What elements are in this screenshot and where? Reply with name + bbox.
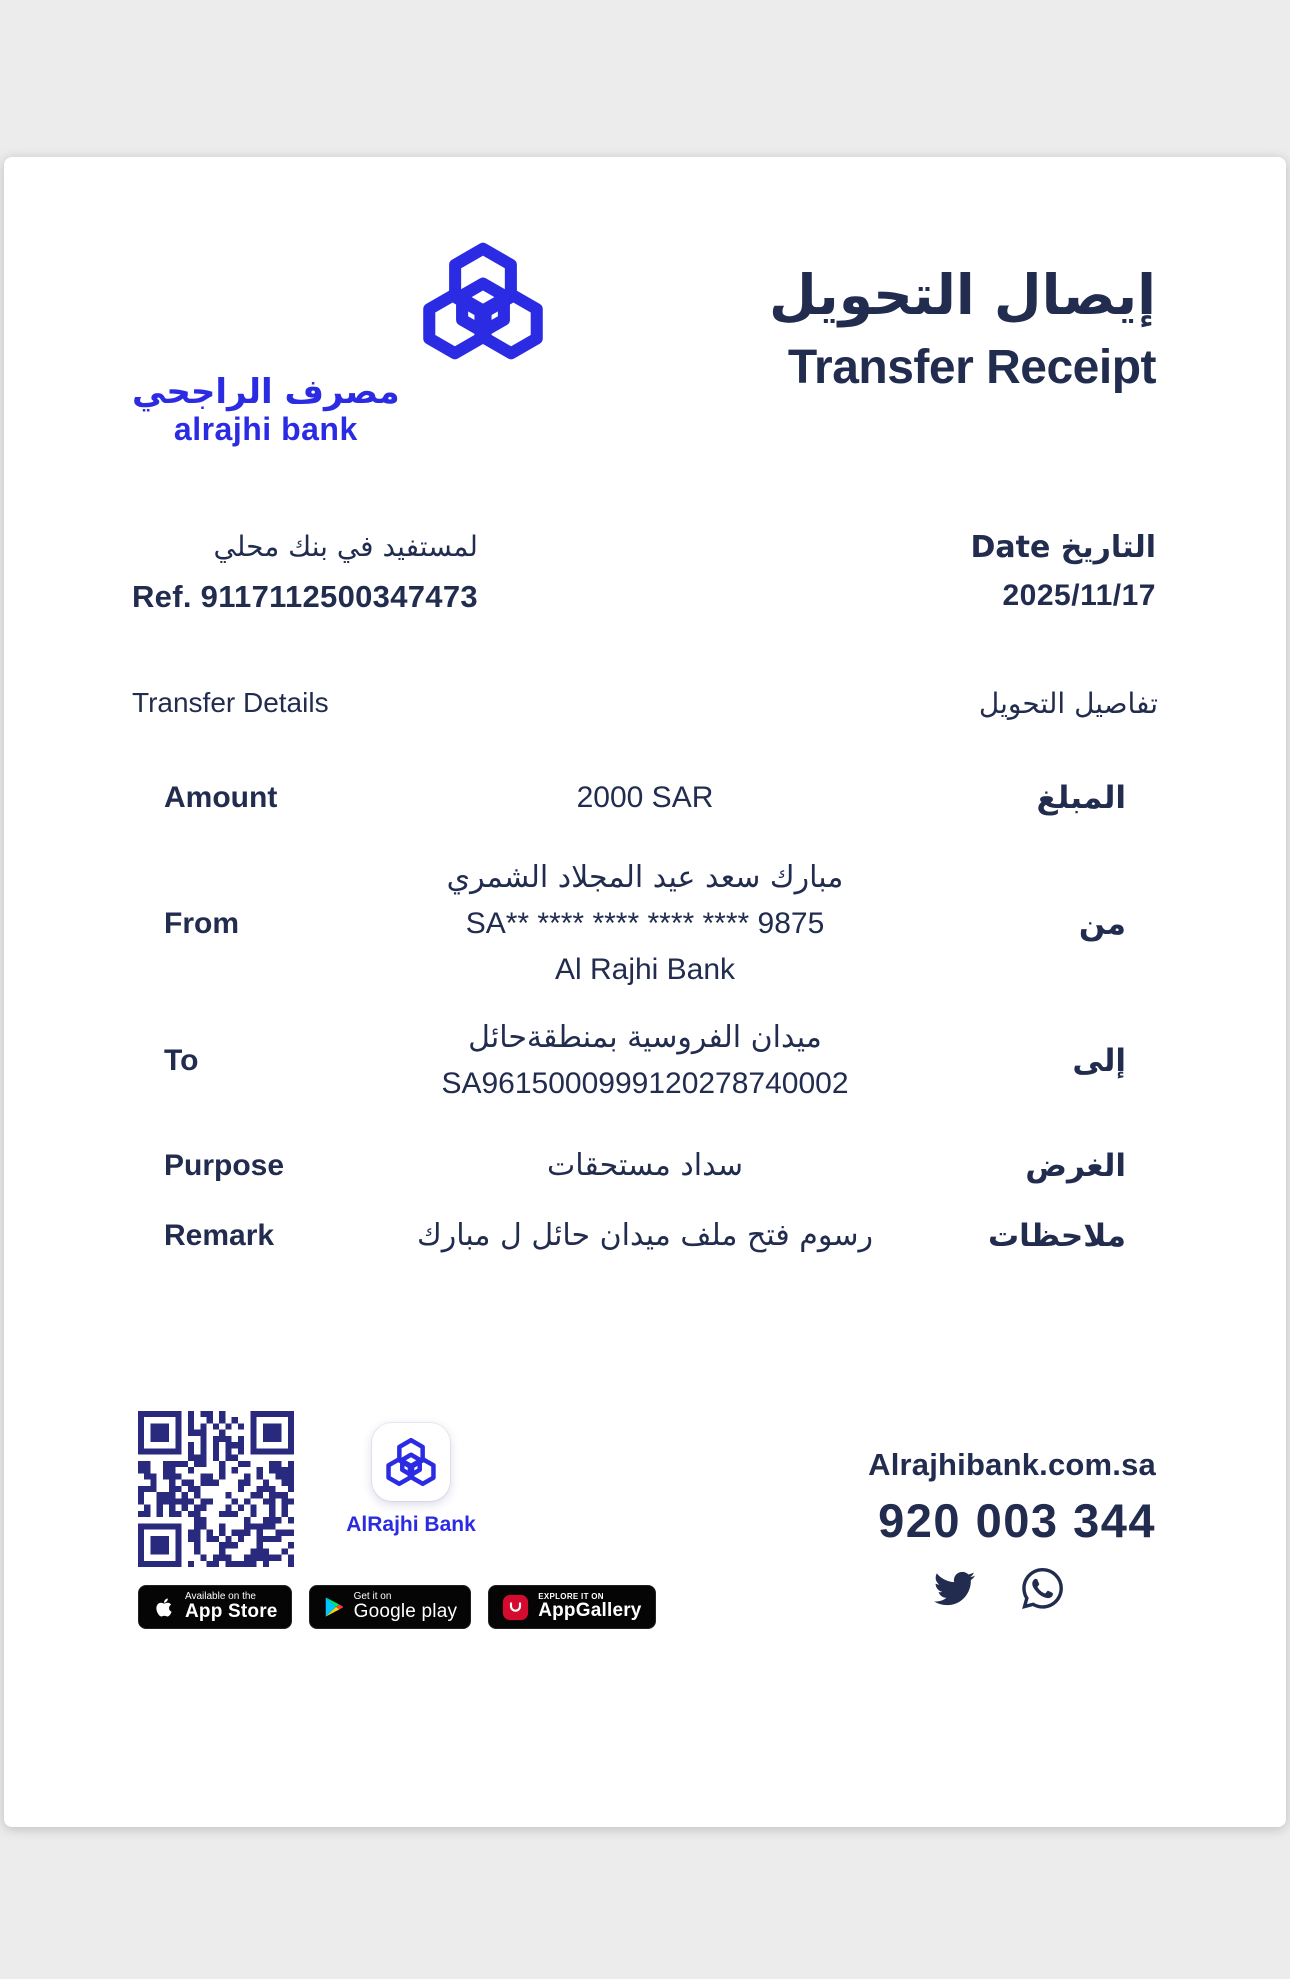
amount-label-en: Amount [164, 781, 278, 814]
alrajhi-emblem-icon [416, 221, 550, 381]
from-label-en: From [164, 907, 239, 940]
badge-bottom-line: App Store [185, 1601, 278, 1623]
app-name-label: AlRajhi Bank [346, 1513, 476, 1536]
to-row [132, 1015, 1158, 1107]
remark-label-en: Remark [164, 1219, 275, 1252]
google-play-icon [323, 1595, 345, 1619]
beneficiary-note: لمستفيد في بنك محلي [213, 530, 478, 563]
remark-value: رسوم فتح ملف ميدان حائل ل مبارك [417, 1218, 873, 1253]
meta-right [970, 530, 1156, 613]
badge-bottom-line: Google play [353, 1601, 458, 1623]
reference-number: Ref. 9117112500347473 [132, 579, 478, 614]
section-title-english: Transfer Details [132, 687, 329, 718]
appgallery-badge[interactable] [488, 1585, 655, 1629]
amount-label-ar: المبلغ [1036, 780, 1126, 816]
remark-label-ar: ملاحظات [987, 1218, 1126, 1254]
badge-top-line: Available on the [185, 1590, 256, 1602]
section-title-arabic: تفاصيل التحويل [978, 687, 1158, 720]
app-icon [372, 1423, 450, 1501]
amount-row [132, 775, 1158, 821]
to-name: ميدان الفروسية بمنطقةحائل [468, 1020, 822, 1055]
logo-arabic-text: مصرف الراجحي [132, 372, 400, 412]
remark-row [132, 1213, 1158, 1259]
receipt-card [4, 157, 1286, 1827]
date-label: التاريخ Date [970, 530, 1156, 565]
mobile-app-promo [348, 1411, 474, 1537]
from-row [132, 855, 1158, 993]
purpose-value: سداد مستحقات [547, 1148, 743, 1183]
receipt-title-arabic: إيصال التحويل [768, 263, 1156, 327]
apple-icon [152, 1594, 176, 1621]
date-value: 2025/11/17 [1002, 579, 1156, 612]
from-bank: Al Rajhi Bank [554, 953, 736, 986]
purpose-row [132, 1143, 1158, 1189]
alrajhi-emblem-icon [383, 1434, 439, 1490]
purpose-label-ar: الغرض [1025, 1148, 1126, 1184]
whatsapp-icon[interactable] [1022, 1568, 1063, 1609]
receipt-titles [769, 261, 1156, 395]
badge-top-line: Get it on [353, 1590, 392, 1602]
badge-top-line: EXPLORE IT ON [538, 1591, 604, 1601]
logo-latin-text: alrajhi bank [173, 411, 358, 447]
twitter-icon[interactable] [934, 1568, 975, 1609]
phone-number: 920 003 344 [878, 1494, 1156, 1547]
google-play-badge[interactable] [309, 1585, 472, 1629]
amount-value: 2000 SAR [576, 781, 714, 814]
appgallery-icon [502, 1594, 529, 1621]
to-label-ar: إلى [1072, 1043, 1126, 1079]
app-store-badge[interactable] [138, 1585, 292, 1629]
website-link[interactable]: Alrajhibank.com.sa [868, 1447, 1156, 1482]
from-label-ar: من [1078, 906, 1126, 942]
qr-code [138, 1411, 294, 1567]
from-masked-account: SA** **** **** **** **** 9875 [465, 907, 825, 940]
brand-logo [132, 217, 550, 445]
to-label-en: To [164, 1044, 199, 1077]
brand-wordmark [132, 372, 400, 447]
to-iban: SA9615000999120278740002 [441, 1067, 849, 1100]
badge-bottom-line: AppGallery [538, 1600, 642, 1622]
receipt-title-english: Transfer Receipt [787, 340, 1156, 394]
from-name: مبارك سعد عيد المجلاد الشمري [446, 860, 844, 895]
purpose-label-en: Purpose [164, 1149, 285, 1182]
meta-left [132, 530, 478, 615]
